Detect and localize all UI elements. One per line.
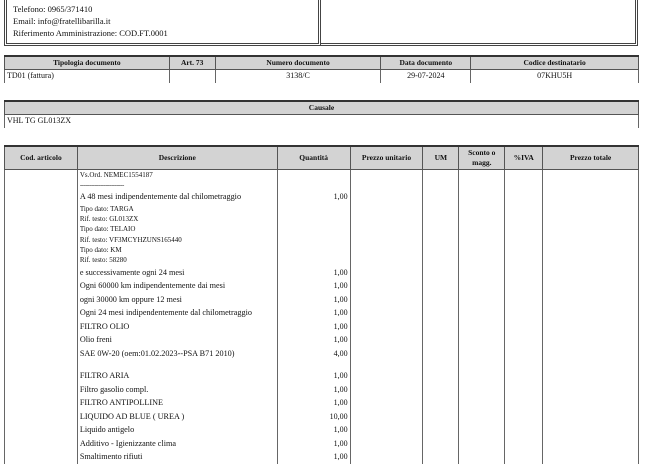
art73-value <box>169 70 215 84</box>
qty-spacer <box>280 180 348 190</box>
item-description: Olio freni <box>79 335 112 345</box>
item-description: e successivamente ogni 24 mesi <box>79 267 185 277</box>
numero-value: 3138/C <box>215 70 381 84</box>
order-ref: Vs.Ord. NEMEC1554187 <box>79 171 153 179</box>
quantity-value: 1,00 <box>333 192 348 202</box>
item-description: FILTRO ANTIPOLLINE <box>79 398 163 408</box>
quantity-value: 1,00 <box>333 281 348 291</box>
header-art73: Art. 73 <box>169 56 215 70</box>
recipient-cut-line <box>327 0 629 3</box>
quantity-value: 1,00 <box>333 267 348 277</box>
header-prezzo-totale: Prezzo totale <box>543 146 639 170</box>
header-tipologia: Tipologia documento <box>5 56 170 70</box>
qty-spacer <box>280 204 348 266</box>
quantity-value: 1,00 <box>333 335 348 345</box>
item-description: Ogni 60000 km indipendentemente dai mesi <box>79 281 226 291</box>
item-description: Liquido antigelo <box>79 425 135 435</box>
causale-table <box>4 100 639 128</box>
header-sconto: Sconto o magg. <box>459 146 505 170</box>
causale-value: VHL TG GL013ZX <box>5 115 639 129</box>
sender-admin-ref: Riferimento Amministrazione: COD.FT.0001 <box>13 28 168 38</box>
item-description: SAE 0W-20 (oem:01.02.2023--PSA B71 2010) <box>79 348 235 358</box>
quantity-value: 1,00 <box>333 384 348 394</box>
qty-spacer <box>280 170 348 180</box>
detail-line: Tipo dato: TELAIO <box>79 225 136 234</box>
codice-destinatario-value: 07KHU5H <box>471 70 639 84</box>
sender-box <box>4 0 321 46</box>
detail-line: Rif. testo: VF3MCYHZUNS165440 <box>79 235 182 244</box>
document-info-table <box>4 55 639 83</box>
prezzo-unitario-cell <box>350 170 423 464</box>
quantity-value: 10,00 <box>329 411 348 421</box>
header-quantita: Quantità <box>277 146 350 170</box>
header-um: UM <box>423 146 459 170</box>
data-value: 29-07-2024 <box>381 70 471 84</box>
header-prezzo-unitario: Prezzo unitario <box>350 146 423 170</box>
separator: ------------------------ <box>79 181 124 190</box>
detail-line: Tipo dato: TARGA <box>79 204 134 213</box>
item-description: FILTRO ARIA <box>79 371 130 381</box>
detail-line: Rif. testo: 58280 <box>79 256 127 265</box>
header-cod-articolo: Cod. articolo <box>5 146 78 170</box>
quantity-cell <box>277 170 350 464</box>
gap <box>80 360 275 369</box>
quantity-value: 1,00 <box>333 321 348 331</box>
header-causale: Causale <box>5 101 639 115</box>
description-cell <box>77 170 277 464</box>
header-numero: Numero documento <box>215 56 381 70</box>
iva-cell <box>505 170 543 464</box>
quantity-value: 4,00 <box>333 348 348 358</box>
quantity-value: 1,00 <box>333 398 348 408</box>
prezzo-totale-cell <box>543 170 639 464</box>
recipient-box <box>321 0 638 46</box>
detail-line: Tipo dato: KM <box>79 245 122 254</box>
sender-email: Email: info@fratellibarilla.it <box>13 16 111 26</box>
first-item-description: A 48 mesi indipendentemente dal chilometraggio <box>79 192 242 202</box>
header-codice-destinatario: Codice destinatario <box>471 56 639 70</box>
um-cell <box>423 170 459 464</box>
header-iva: %IVA <box>505 146 543 170</box>
quantity-value: 1,00 <box>333 438 348 448</box>
quantity-value: 1,00 <box>333 308 348 318</box>
quantity-value: 1,00 <box>333 452 348 462</box>
detail-line: Rif. testo: GL013ZX <box>79 215 139 224</box>
quantity-value: 1,00 <box>333 425 348 435</box>
header-descrizione: Descrizione <box>77 146 277 170</box>
item-description: Filtro gasolio compl. <box>79 384 149 394</box>
header-data: Data documento <box>381 56 471 70</box>
line-item-main <box>5 170 639 464</box>
item-description: FILTRO OLIO <box>79 321 130 331</box>
tipologia-value: TD01 (fattura) <box>5 70 170 84</box>
quantity-value: 1,00 <box>333 371 348 381</box>
item-description: ogni 30000 km oppure 12 mesi <box>79 294 182 304</box>
sender-phone: Telefono: 0965/371410 <box>13 4 93 14</box>
header-boxes <box>4 0 638 46</box>
item-description: Additivo - Igienizzante clima <box>79 438 176 448</box>
quantity-value: 1,00 <box>333 294 348 304</box>
item-description: LIQUIDO AD BLUE ( UREA ) <box>79 411 185 421</box>
sconto-cell <box>459 170 505 464</box>
line-items-table <box>4 145 639 464</box>
item-description: Ogni 24 mesi indipendentemente dal chilometraggio <box>79 308 252 318</box>
cod-articolo-cell <box>5 170 78 464</box>
item-description: Smaltimento rifiuti <box>79 452 143 462</box>
qty-spacer <box>280 360 348 369</box>
